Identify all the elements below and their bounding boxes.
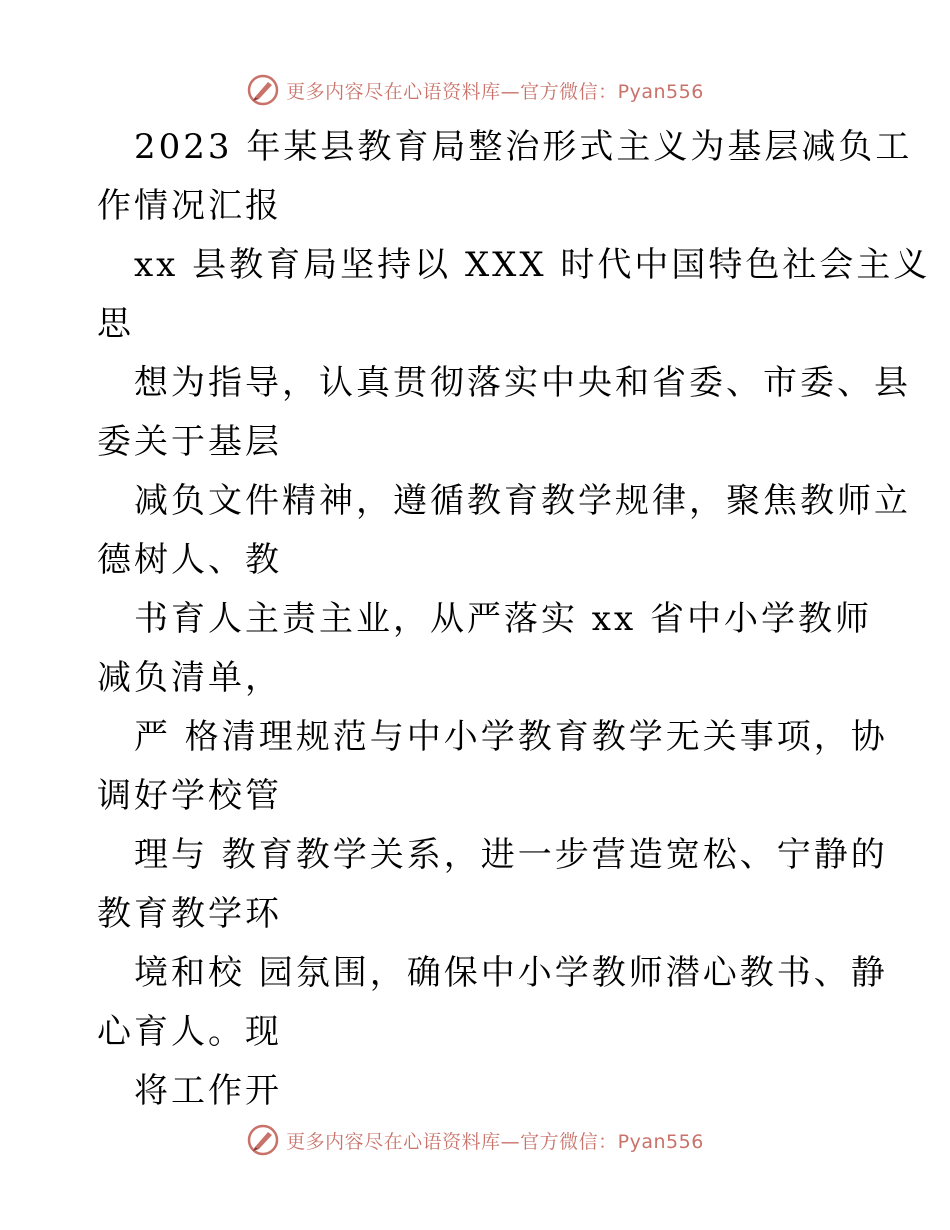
text-line: 将工作开 [134, 1071, 282, 1111]
text-line: 减负清单， [97, 658, 282, 698]
text-line: 教育教学环 [97, 894, 282, 934]
footer-watermark-text: 更多内容尽在心语资料库—官方微信：Pyan556 [286, 1130, 704, 1153]
text-line: 作情况汇报 [97, 186, 282, 226]
text-line: 严 格清理规范与中小学教育教学无关事项，协 [134, 717, 888, 757]
footer-watermark-inner [246, 1123, 704, 1157]
text-line: 心育人。现 [97, 1012, 282, 1052]
text-line: 调好学校管 [97, 776, 282, 816]
pen-circle-logo-icon [246, 73, 280, 107]
text-line: 想为指导，认真贯彻落实中央和省委、市委、县 [134, 363, 911, 403]
header-watermark-text: 更多内容尽在心语资料库—官方微信：Pyan556 [286, 80, 704, 103]
footer-watermark [0, 1120, 950, 1160]
header-watermark-inner [246, 73, 704, 107]
text-line: 思 [97, 304, 134, 344]
text-line: 境和校 园氛围，确保中小学教师潜心教书、静 [134, 953, 888, 993]
pen-circle-logo-icon [246, 1123, 280, 1157]
text-line: 减负文件精神，遵循教育教学规律，聚焦教师立 [134, 481, 911, 521]
text-line: 2023 年某县教育局整治形式主义为基层减负工 [134, 127, 913, 167]
text-line: 委关于基层 [97, 422, 282, 462]
text-line: 理与 教育教学关系，进一步营造宽松、宁静的 [134, 835, 888, 875]
text-line: 德树人、教 [97, 540, 282, 580]
text-line: 书育人主责主业，从严落实 xx 省中小学教师 [134, 599, 872, 639]
header-watermark [0, 70, 950, 110]
text-line: xx 县教育局坚持以 XXX 时代中国特色社会主义 [134, 245, 931, 285]
document-body [97, 118, 931, 1121]
